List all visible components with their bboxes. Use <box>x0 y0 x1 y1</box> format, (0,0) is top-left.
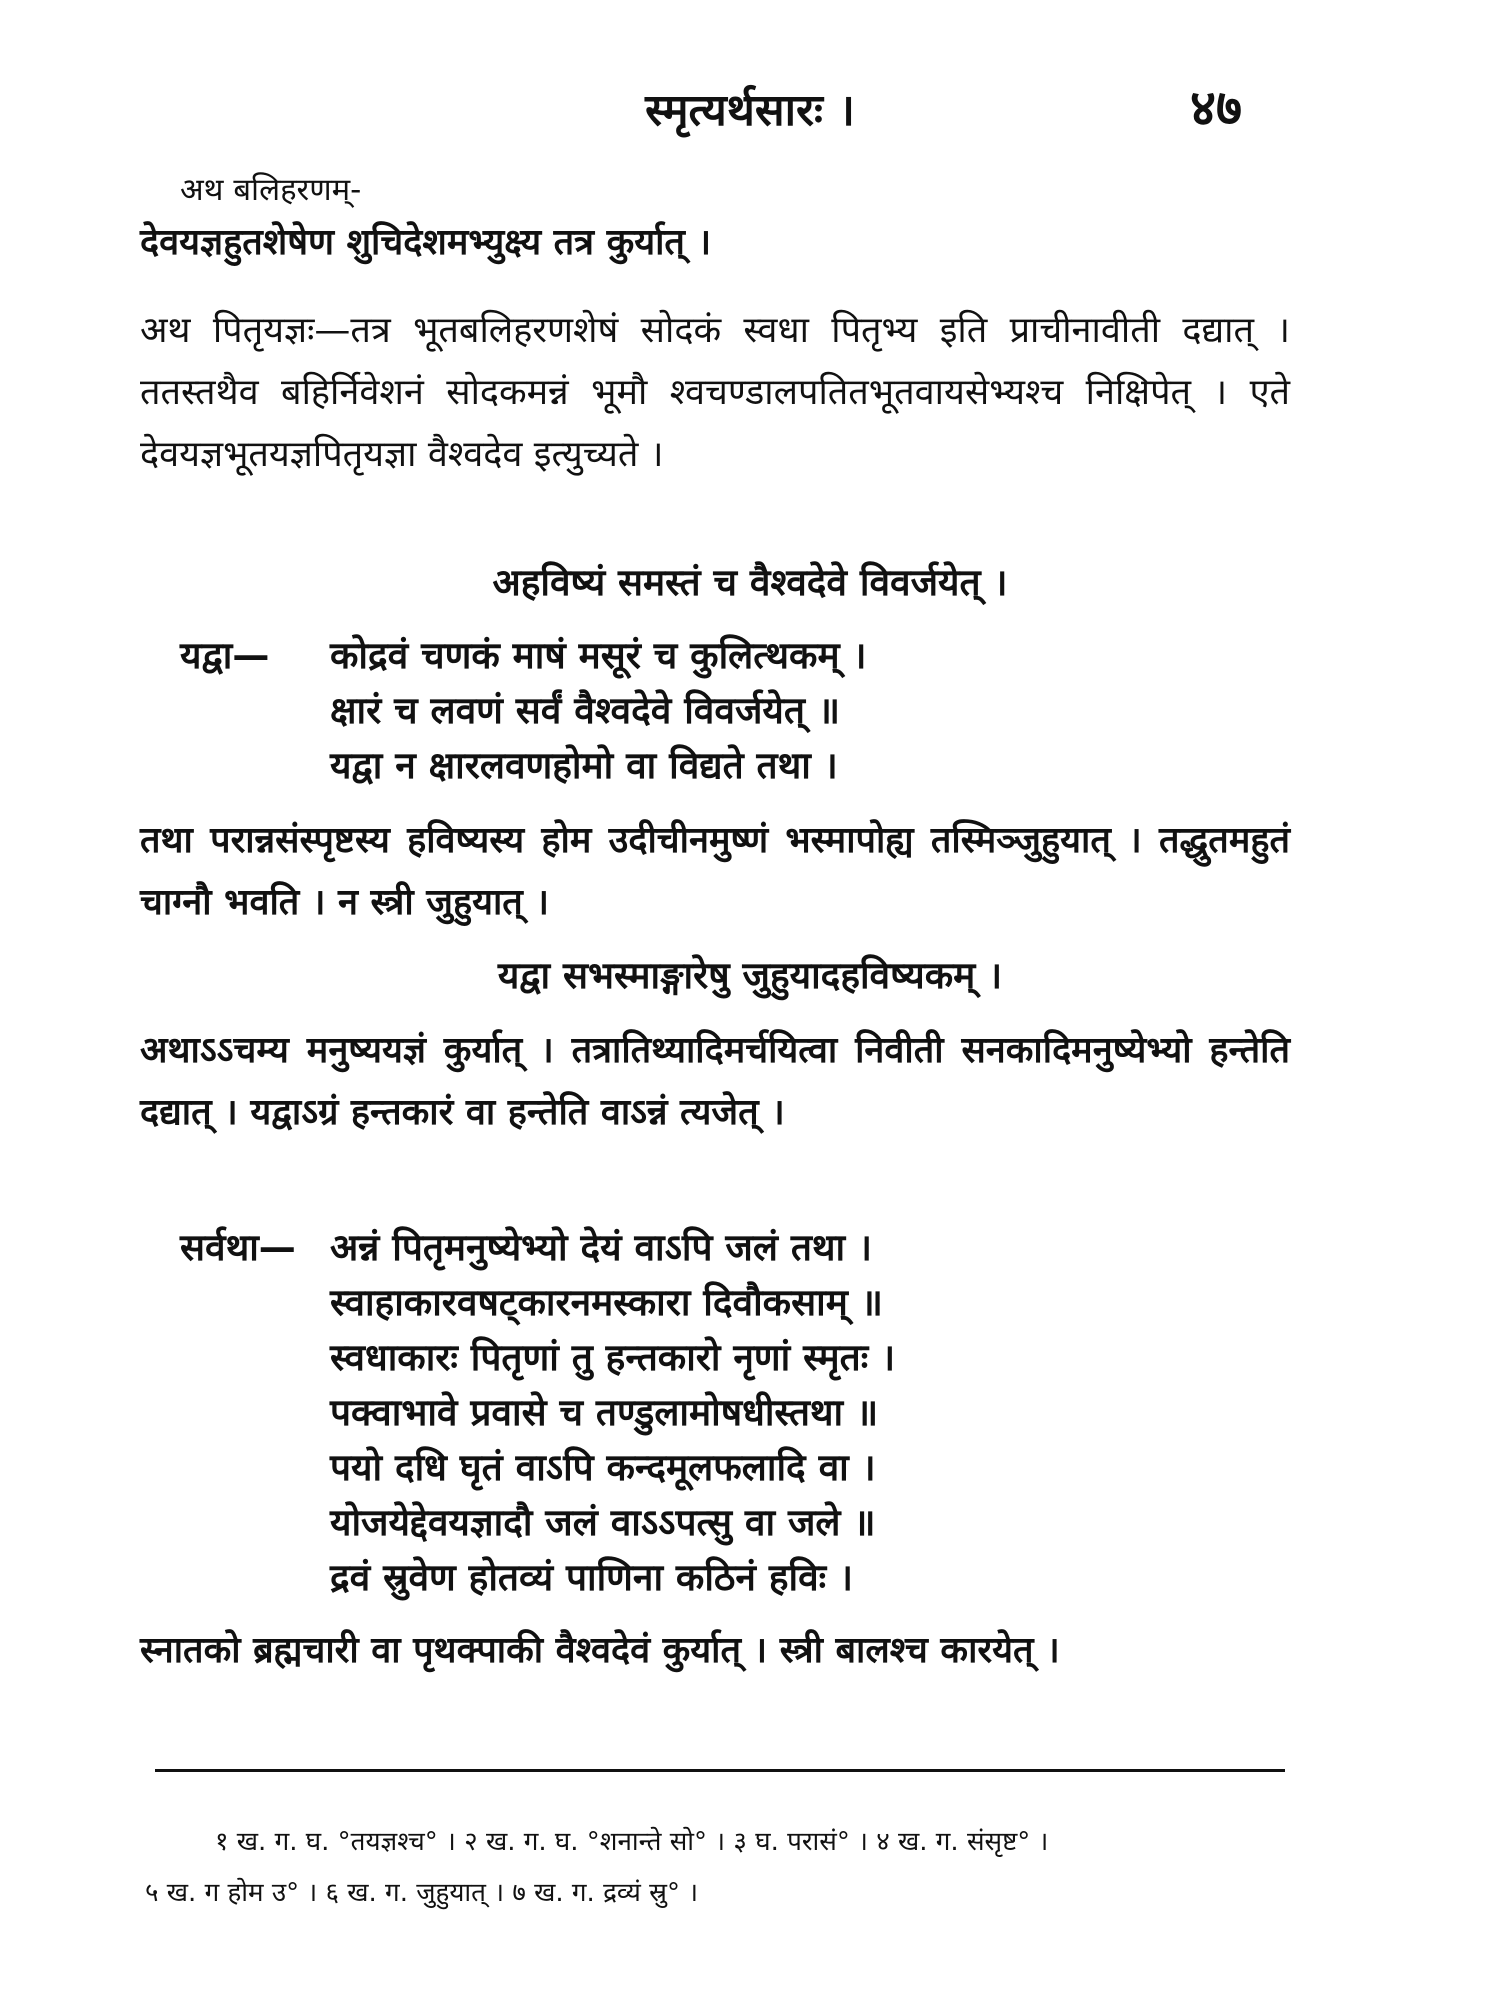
paragraph-manushya-yajna: अथाऽऽचम्य मनुष्ययज्ञं कुर्यात् । तत्रातिथ्यादिमर्चयित्वा निवीती सनकादिमनुष्येभ्यो हन्तेति दद्यात् । यद्वाऽग्रं हन्तकारं वा हन्तेति वाऽन्नं त्यजेत् । <box>140 1030 1290 1133</box>
paragraph-tatha: तथा परान्नसंस्पृष्टस्य हविष्यस्य होम उदीचीनमुष्णं भस्मापोह्य तस्मिञ्जुहुयात् । तद्धुतमहुतं चाग्नौ भवति । न स्त्री जुहुयात् । <box>140 820 1290 923</box>
line-sabhasma: यद्वा सभस्माङ्गारेषु जुहुयादहविष्यकम् । <box>497 954 1003 997</box>
page-number: ४७ <box>1190 79 1242 137</box>
section-heading-bali: अथ बलिहरणम्- <box>180 172 362 208</box>
verse-line: अन्नं पितृमनुष्येभ्यो देयं वाऽपि जलं तथा । <box>330 1226 873 1269</box>
verse-sarvatha-line-3: स्वधाकारः पितृणां तु हन्तकारो नृणां स्मृतः । <box>330 1336 896 1379</box>
verse-sarvatha-line-7: द्रवं स्रुवेण होतव्यं पाणिना कठिनं हविः । <box>330 1556 854 1599</box>
verse-sarvatha-line-2: स्वाहाकारवषट्कारनमस्कारा दिवौकसाम् ॥ <box>330 1281 883 1324</box>
paragraph-pitri-yajna: अथ पितृयज्ञः—तत्र भूतबलिहरणशेषं सोदकं स्वधा पितृभ्य इति प्राचीनावीती दद्यात् । ततस्तथैव बहिर्निवेशनं सोदकमन्नं भूमौ श्वचण्डालपतितभूतवायसेभ्यश्च निक्षिपेत् । एते देवयज्ञभूतयज्ञपितृयज्ञा वैश्वदेव इत्युच्यते । <box>140 310 1290 475</box>
verse-sarvatha-line-6: योजयेद्देवयज्ञादौ जलं वाऽऽपत्सु वा जले ॥ <box>330 1501 876 1544</box>
verse-lead-yadva: यद्वा— <box>180 634 270 677</box>
verse-yadva-line-3: यद्वा न क्षारलवणहोमो वा विद्यते तथा । <box>330 744 838 787</box>
running-head-title: स्मृत्यर्थसारः । <box>645 85 855 136</box>
footnote-line-1: १ ख. ग. घ. °तयज्ञश्च° । २ ख. ग. घ. °शनान्ते सो° । ३ घ. परासं° । ४ ख. ग. संसृष्ट° । <box>215 1827 1049 1857</box>
line-ahavishya: अहविष्यं समस्तं च वैश्वदेवे विवर्जयेत् । <box>492 561 1008 604</box>
footnote-divider <box>155 1769 1285 1772</box>
verse-lead-sarvatha: सर्वथा— <box>180 1226 296 1269</box>
paragraph-snataka: स्नातको ब्रह्मचारी वा पृथक्पाकी वैश्वदेवं कुर्यात् । स्त्री बालश्च कारयेत् । <box>140 1630 1060 1671</box>
verse-line: कोद्रवं चणकं माषं मसूरं च कुलित्थकम् । <box>330 634 867 677</box>
verse-yadva-line-1 <box>180 628 867 679</box>
verse-sarvatha-line-5: पयो दधि घृतं वाऽपि कन्दमूलफलादि वा । <box>330 1446 876 1489</box>
verse-sarvatha-line-4: पक्वाभावे प्रवासे च तण्डुलामोषधीस्तथा ॥ <box>330 1391 879 1434</box>
footnote-line-2: ५ ख. ग होम उ° । ६ ख. ग. जुहुयात् । ७ ख. ग. द्रव्यं स्रु° । <box>145 1878 699 1908</box>
verse-sarvatha-line-1 <box>180 1220 872 1271</box>
paragraph-bali: देवयज्ञहुतशेषेण शुचिदेशमभ्युक्ष्य तत्र कुर्यात् । <box>140 222 712 263</box>
verse-yadva-line-2: क्षारं च लवणं सर्वं वैश्वदेवे विवर्जयेत् ॥ <box>330 689 841 732</box>
